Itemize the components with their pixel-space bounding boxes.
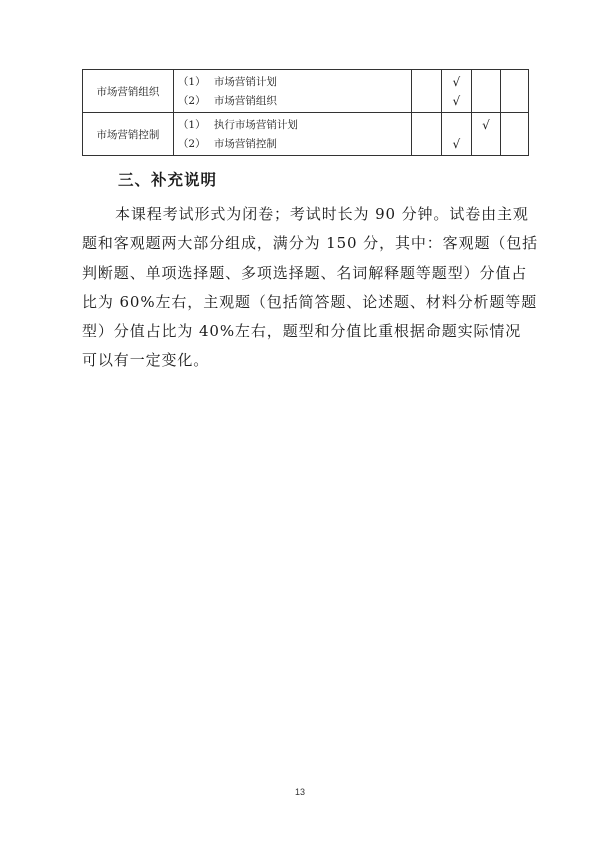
row-topic: 市场营销组织 [83,70,174,113]
content-table [82,69,529,156]
check-cell [501,115,528,134]
check-cell [472,72,501,91]
level-column-3 [471,70,501,113]
supplementary-paragraph [82,200,539,376]
item-line [178,134,407,153]
level-column-3 [471,113,501,156]
check-cell [442,115,471,134]
check-cell [472,134,501,153]
level-column-1 [412,113,442,156]
item-text: 执行市场营销计划 [213,119,298,131]
item-line [178,91,407,110]
item-line [178,72,407,91]
item-number: （2） [177,95,206,107]
paragraph-line: 判断题、单项选择题、多项选择题、名词解释题等题型）分值占 [82,263,528,282]
check-cell [501,134,528,153]
paragraph-line: 题和客观题两大部分组成，满分为 150 分，其中：客观题（包括 [82,234,539,253]
table-row [83,113,529,156]
check-cell [501,72,528,91]
row-topic: 市场营销控制 [83,113,174,156]
item-number: （2） [177,138,206,150]
item-text: 市场营销计划 [213,76,277,88]
item-line [178,115,407,134]
level-column-2 [441,113,471,156]
row-items [173,113,411,156]
table-row [83,70,529,113]
item-number: （1） [177,119,206,131]
level-column-4 [501,113,529,156]
paragraph-line: 可以有一定变化。 [82,351,210,370]
check-cell [412,91,441,110]
row-items [173,70,411,113]
section-heading: 三、补充说明 [118,171,218,189]
check-cell [501,91,528,110]
check-cell [412,72,441,91]
check-cell [412,115,441,134]
check-mark: √ [452,93,461,108]
check-cell [472,91,501,110]
page-number: 13 [294,787,305,797]
check-cell [412,134,441,153]
check-mark: √ [452,74,461,89]
check-mark: √ [452,136,461,151]
item-text: 市场营销控制 [213,138,277,150]
paragraph-line: 本课程考试形式为闭卷；考试时长为 90 分钟。试卷由主观 [115,205,529,223]
item-number: （1） [177,76,206,88]
check-mark: √ [482,117,490,132]
paragraph-line: 型）分值占比为 40%左右，题型和分值比重根据命题实际情况 [82,322,522,341]
item-text: 市场营销组织 [213,95,277,107]
level-column-4 [501,70,529,113]
level-column-2 [441,70,471,113]
paragraph-line: 比为 60%左右，主观题（包括简答题、论述题、材料分析题等题 [82,292,538,311]
level-column-1 [412,70,442,113]
